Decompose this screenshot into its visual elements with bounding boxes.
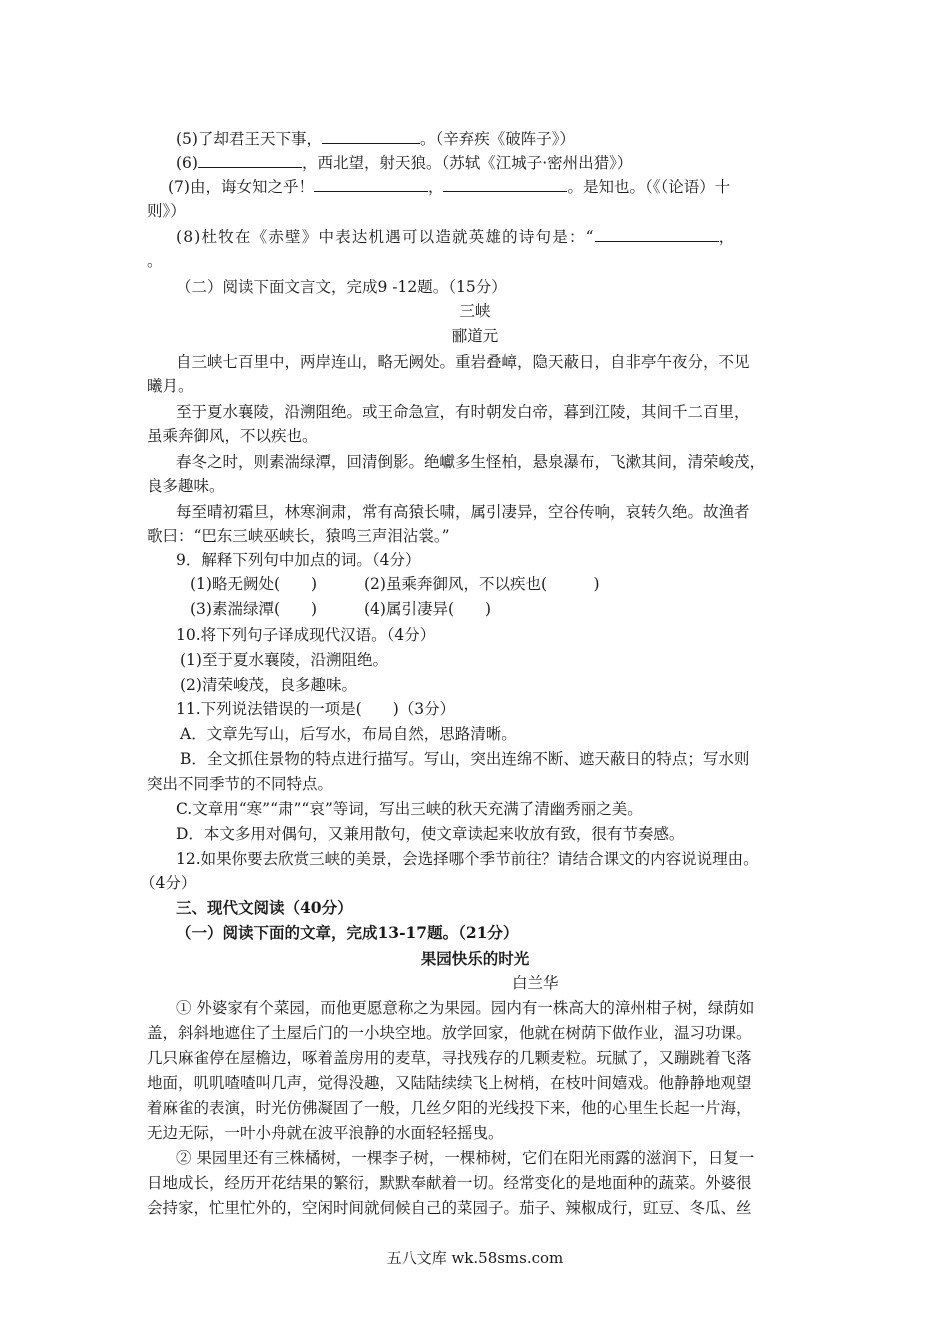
classical-author: 郦道元	[451, 327, 499, 345]
classical-paragraph-line: 虽乘奔御风，不以疾也。	[147, 427, 318, 445]
question-11-option-b-cont: 突出不同季节的不同特点。	[147, 775, 334, 793]
modern-paragraph-line: 着麻雀的表演，时光仿佛凝固了一般，几丝夕阳的光线投下来，他的心里生长起一片海，	[147, 1099, 752, 1117]
question-9: 9．解释下列句中加点的词。（4分）	[176, 551, 421, 569]
answer-blank[interactable]	[595, 226, 719, 242]
modern-paragraph-line: 几只麻雀停在屋檐边，啄着盖房用的麦草，寻找残存的几颗麦粒。玩腻了，又蹦跳着飞落	[147, 1049, 752, 1067]
classical-paragraph-line: 良多趣味。	[147, 477, 225, 495]
modern-author: 白兰华	[512, 974, 559, 992]
question-9-item-2: (2)虽乘奔御风，不以疾也( )	[364, 575, 600, 593]
modern-paragraph-line: 日地成长，经历开花结果的繁衍，默默奉献着一切。经常变化的是地面种的蔬菜。外婆很	[147, 1174, 752, 1192]
question-11: 11.下列说法错误的一项是( )（3分）	[176, 700, 456, 718]
answer-blank[interactable]	[198, 152, 302, 168]
classical-paragraph-line: 春冬之时，则素湍绿潭，回清倒影。绝巘多生怪柏，悬泉瀑布，飞漱其间，清荣峻茂，	[176, 453, 766, 471]
classical-paragraph-line: 至于夏水襄陵，沿溯阻绝。或王命急宣，有时朝发白帝，暮到江陵，其间千二百里，	[176, 403, 750, 421]
question-11-option-b: B．全文抓住景物的特点进行描写。写山，突出连绵不断、遮天蔽日的特点；写水则	[180, 750, 750, 768]
q5-line: (5)了却君王天下事， 。（辛弃疾《破阵子》）	[176, 130, 575, 148]
classical-paragraph-line: 歌曰：“巴东三峡巫峡长，猿鸣三声泪沾裳。”	[147, 527, 450, 545]
question-11-option-a: A．文章先写山，后写水，布局自然，思路清晰。	[180, 725, 517, 743]
question-10-item-2: (2)清荣峻茂，良多趣味。	[180, 676, 357, 694]
question-9-item-1: (1)略无阙处( )	[190, 575, 318, 593]
question-11-option-d: D．本文多用对偶句，又兼用散句，使文章读起来收放有致，很有节奏感。	[176, 825, 685, 843]
q7-line: (7)由，诲女知之乎！ ， 。是知也。（《（论语）十	[168, 178, 731, 196]
classical-paragraph-line: 每至晴初霜旦，林寒涧肃，常有高猿长啸，属引凄异，空谷传响，哀转久绝。故渔者	[176, 503, 750, 521]
classical-title: 三峡	[459, 302, 491, 320]
question-11-option-c: C.文章用“寒”“肃”“哀”等词，写出三峡的秋天充满了清幽秀丽之美。	[176, 800, 643, 818]
q8-line: (8)杜牧在《赤壁》中表达机遇可以造就英雄的诗句是：“ ，	[176, 228, 736, 246]
question-12-cont: （4分）	[140, 874, 197, 892]
question-9-item-3: (3)素湍绿潭( )	[190, 600, 318, 618]
modern-paragraph-line: 会持家，忙里忙外的，空闲时间就伺候自己的菜园子。茄子、辣椒成行，豇豆、冬瓜、丝	[147, 1199, 752, 1217]
answer-blank[interactable]	[314, 176, 428, 192]
classical-paragraph-line: 曦月。	[147, 377, 194, 395]
question-10: 10.将下列句子译成现代汉语。（4分）	[176, 626, 436, 644]
section-heading: 三、现代文阅读（40分）	[176, 898, 353, 917]
page-footer: 五八文库 wk.58sms.com	[386, 1249, 564, 1267]
modern-paragraph-line: 盖，斜斜地遮住了土屋后门的一小块空地。放学回家，他就在树荫下做作业，温习功课。	[147, 1024, 752, 1042]
modern-paragraph-line: 无边无际，一叶小舟就在波平浪静的水面轻轻摇曳。	[147, 1124, 504, 1142]
classical-paragraph-line: 自三峡七百里中，两岸连山，略无阙处。重岩叠嶂，隐天蔽日，自非亭午夜分，不见	[176, 353, 750, 371]
q6-line: (6) ，西北望，射天狼。（苏轼《江城子·密州出猎》）	[176, 154, 633, 172]
modern-paragraph-line: 地面，叽叽喳喳叫几声，觉得没趣，又陆陆续续飞上树梢，在枝叶间嬉戏。他静静地观望	[147, 1074, 752, 1092]
modern-title: 果园快乐的时光	[420, 949, 530, 968]
modern-heading: （一）阅读下面的文章，完成13-17题。（21分）	[176, 923, 519, 942]
q7-continuation: 则》）	[147, 202, 186, 220]
answer-blank[interactable]	[322, 128, 420, 144]
modern-paragraph-line: ① 外婆家有个菜园，而他更愿意称之为果园。园内有一株高大的漳州柑子树，绿荫如	[176, 999, 755, 1017]
answer-blank[interactable]	[443, 176, 567, 192]
classical-heading: （二）阅读下面文言文，完成9 -12题。（15分）	[176, 278, 507, 296]
question-12: 12.如果你要去欣赏三峡的美景，会选择哪个季节前往？请结合课文的内容说说理由。	[176, 850, 759, 868]
question-9-item-4: (4)属引凄异( )	[364, 600, 492, 618]
question-10-item-1: (1)至于夏水襄陵，沿溯阻绝。	[180, 651, 388, 669]
q8-continuation: 。	[147, 252, 163, 270]
modern-paragraph-line: ② 果园里还有三株橘树，一棵李子树，一棵柿树，它们在阳光雨露的滋润下，日复一	[176, 1149, 755, 1167]
